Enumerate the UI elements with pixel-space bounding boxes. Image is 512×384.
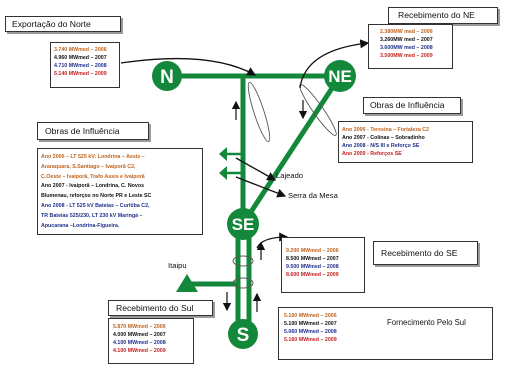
lajeado-label: Lajeado <box>276 171 304 180</box>
node-n <box>152 61 182 91</box>
node-se <box>227 208 259 240</box>
ellipse-n-se <box>245 81 274 143</box>
receb-sul-lines <box>113 323 166 355</box>
node-s-label: S <box>236 325 250 346</box>
obras-sul-title: Obras de Influência <box>45 126 120 136</box>
obras-sul-line-5: Blumenau, reforços no Norte PR e Leste SC <box>41 193 152 200</box>
fornec-sul-2007: 5.100 MWmed – 2007 <box>284 321 337 328</box>
receb-se-title-box <box>373 241 478 265</box>
fornec-sul-lines <box>284 312 337 344</box>
lajeado-triangle-icon <box>219 147 227 161</box>
obras-sul-line-3: C.Oeste – Ivaiporã, Trafo Assis e Ivaiporã <box>41 173 145 180</box>
fornec-sul-2008: 5.060 MWmed – 2008 <box>284 329 337 336</box>
receb-sul-2006: 5.870 MWmed – 2006 <box>113 324 166 330</box>
export-norte-arrow <box>121 59 255 75</box>
receb-ne-lines <box>380 28 433 60</box>
receb-ne-title: Recebimento do NE <box>398 10 475 20</box>
serra-da-mesa-label: Serra da Mesa <box>288 191 338 200</box>
fornec-sul-title: Fornecimento Pelo Sul <box>387 318 466 327</box>
obras-ne-2006: Ano 2006 - Teresina – Fortaleza C2 <box>342 127 430 133</box>
obras-sul-lines <box>41 153 151 231</box>
line-ne-se <box>243 76 340 224</box>
tributary-lines <box>226 154 243 173</box>
fornec-sul-2006: 5.100 MWmed – 2006 <box>284 313 337 319</box>
node-se-label: SE <box>231 215 255 234</box>
export-norte-2006: 3.740 MWmed – 2006 <box>54 47 107 53</box>
export-norte-2009: 5.140 MWmed – 2009 <box>54 71 107 78</box>
obras-ne-2007: Ano 2007 - Colinas – Sobradinho <box>342 135 425 142</box>
receb-sul-2009: 4.100 MWmed – 2009 <box>113 348 166 355</box>
fornec-sul-box <box>278 307 493 360</box>
itaipu-label: Itaipu <box>168 261 187 270</box>
receb-se-2007: 8.500 MWmed – 2007 <box>286 256 339 263</box>
receb-ne-2007: 3.260MW med – 2007 <box>380 37 433 44</box>
obras-ne-2009: Ano 2009 - Reforços SE <box>342 151 402 158</box>
receb-sul-title-box <box>108 300 213 316</box>
serra-da-mesa-triangle-icon <box>219 166 227 180</box>
obras-sul-line-6: Ano 2008 - LT 525 kV Bateias – Curitiba C2, <box>41 202 150 209</box>
obras-sul-box <box>37 148 203 235</box>
receb-sul-box <box>108 318 194 364</box>
receb-se-2008: 9.500 MWmed – 2008 <box>286 264 339 271</box>
export-norte-lines <box>54 46 107 78</box>
receb-se-lines <box>286 247 339 279</box>
receb-ne-2008: 3.600MW med – 2008 <box>380 45 433 52</box>
receb-se-2006: 9.200 MWmed – 2006 <box>286 248 339 254</box>
obras-ne-box <box>338 121 473 163</box>
export-norte-2008: 4.710 MWmed – 2008 <box>54 63 107 70</box>
node-ne-label: NE <box>328 67 352 86</box>
obras-ne-title-box <box>363 97 461 114</box>
export-norte-title: Exportação do Norte <box>12 19 91 29</box>
node-ne <box>324 60 356 92</box>
receb-se-box <box>281 237 365 293</box>
receb-ne-2006: 2.380MW med – 2006 <box>380 29 433 35</box>
receb-ne-title-box <box>388 7 498 24</box>
fornec-sul-2009: 5.160 MWmed – 2009 <box>284 337 337 344</box>
obras-sul-line-1: Ano 2006 – LT 525 kV: Londrina – Assis – <box>41 154 145 160</box>
receb-sul-title: Recebimento do Sul <box>116 303 194 313</box>
obras-sul-title-box <box>37 122 149 140</box>
receb-sul-2007: 4.000 MWmed – 2007 <box>113 332 166 339</box>
node-n-label: N <box>160 67 174 88</box>
obras-ne-lines <box>342 126 429 158</box>
obras-ne-2008: Ano 2008 - N/S III e Reforço SE <box>342 143 420 150</box>
obras-sul-line-8: Apucarana –Londrina-Figueira. <box>41 222 120 229</box>
receb-ne-2009: 3.500MW med – 2009 <box>380 53 433 60</box>
node-s <box>228 319 258 349</box>
receb-se-2009: 8.600 MWmed – 2009 <box>286 272 339 279</box>
receb-sul-2008: 4.100 MWmed – 2008 <box>113 340 166 347</box>
export-norte-box <box>50 42 120 88</box>
receb-ne-box <box>368 24 453 69</box>
obras-sul-line-2: Araraquara, S.Santiago – Ivaiporã C2, <box>41 163 136 170</box>
receb-se-title: Recebimento do SE <box>381 248 458 258</box>
obras-sul-line-4: Ano 2007 - Ivaiporã – Londrina, C. Novos <box>41 183 145 190</box>
export-norte-2007: 4.960 MWmed – 2007 <box>54 55 107 62</box>
obras-sul-line-7: TR Bateias 525/230, LT 230 kV Maringá – <box>41 212 143 219</box>
export-norte-title-box <box>5 16 121 32</box>
obras-ne-title: Obras de Influência <box>370 100 445 110</box>
